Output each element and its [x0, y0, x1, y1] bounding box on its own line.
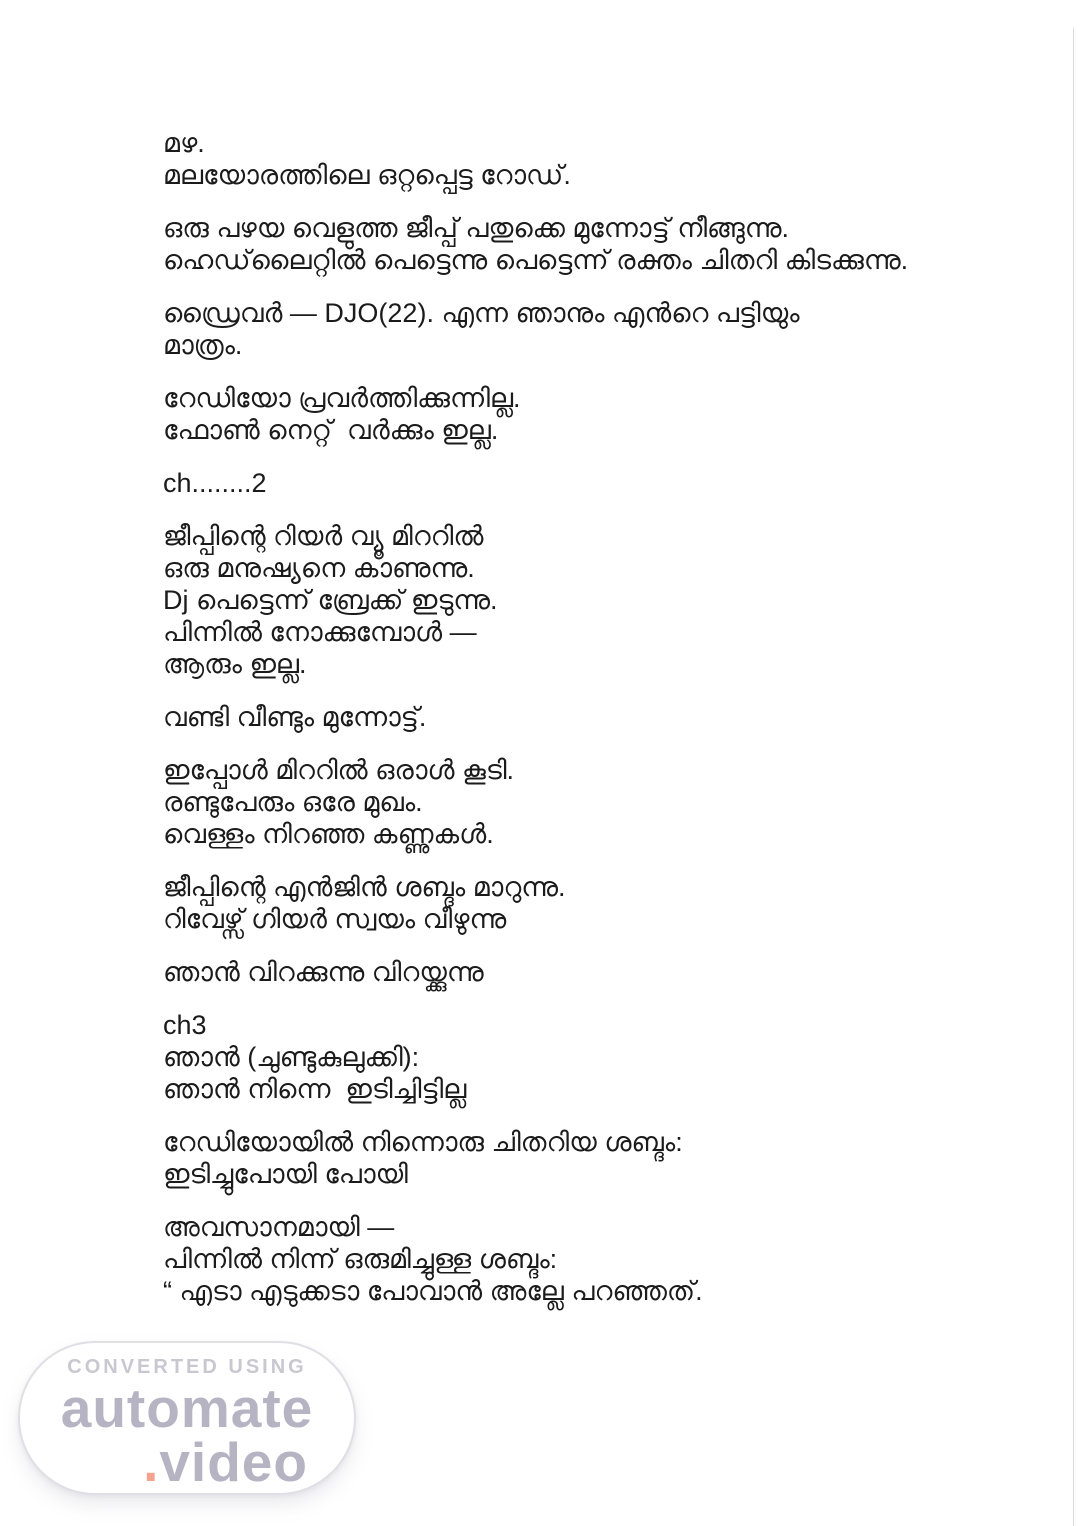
stanza — [163, 701, 1040, 733]
stanza — [163, 754, 1040, 850]
stanza — [163, 871, 1040, 935]
text-line: വണ്ടി വീണ്ടും മുന്നോട്ട്. — [163, 702, 427, 732]
stanza — [163, 1009, 1040, 1105]
watermark-brand-domain — [20, 1431, 354, 1493]
stanza — [163, 382, 1040, 446]
text-line: മാത്രം. — [163, 330, 243, 360]
watermark-tagline: CONVERTED USING — [67, 1356, 307, 1378]
watermark-dot: . — [143, 1431, 160, 1493]
text-line: ഇടിച്ചുപോയി പോയി — [163, 1159, 408, 1189]
text-line: പിന്നിൽ നോക്കുമ്പോൾ — — [163, 617, 477, 647]
text-line: മലയോരത്തിലെ ഒറ്റപ്പെട്ട റോഡ്. — [163, 160, 571, 190]
stanza — [163, 297, 1040, 361]
stanza — [163, 1211, 1040, 1307]
text-line: ഒരു മനുഷ്യനെ കാണുന്നു. — [163, 553, 475, 583]
text-line: ഞാൻ നിന്നെ ഇടിച്ചിട്ടില്ല — [163, 1074, 467, 1104]
text-line: ch3 — [163, 1010, 207, 1040]
watermark-tld-text: video — [159, 1431, 308, 1493]
document-text — [163, 127, 1040, 1328]
text-line: പിന്നിൽ നിന്ന് ഒരുമിച്ചുള്ള ശബ്ദം: — [163, 1244, 558, 1274]
text-line: റേഡിയോയിൽ നിന്നൊരു ചിതറിയ ശബ്ദം: — [163, 1127, 683, 1157]
text-line: ഒരു പഴയ വെളുത്ത ജീപ്പ് പതുക്കെ മുന്നോട്ട് നീങ്ങുന്നു. — [163, 213, 789, 243]
text-line: റിവേഴ്സ് ഗിയർ സ്വയം വീഴുന്നു — [163, 904, 507, 934]
text-line: ഇപ്പോൾ മിററിൽ ഒരാൾ കൂടി. — [163, 755, 515, 785]
text-line: റേഡിയോ പ്രവർത്തിക്കുന്നില്ല. — [163, 383, 521, 413]
text-line: ആരും ഇല്ല. — [163, 649, 307, 679]
text-line: ഡ്രൈവർ — DJO(22). എന്ന ഞാനും എൻറെ പട്ടിയും — [163, 298, 800, 328]
stanza — [163, 956, 1040, 988]
text-line: വെള്ളം നിറഞ്ഞ കണ്ണുകൾ. — [163, 819, 494, 849]
text-line: ഞാൻ വിറക്കുന്നു വിറയ്ക്കുന്നു — [163, 957, 484, 987]
stanza — [163, 1126, 1040, 1190]
stanza — [163, 467, 1040, 499]
text-line: “ എടാ എടുക്കടാ പോവാൻ അല്ലേ പറഞ്ഞത്. — [163, 1276, 703, 1306]
text-line: ജീപ്പിന്റെ എൻജിൻ ശബ്ദം മാറുന്നു. — [163, 872, 566, 902]
text-line: മഴ. — [163, 128, 205, 158]
stanza — [163, 127, 1040, 191]
watermark-badge — [18, 1341, 356, 1495]
stanza — [163, 520, 1040, 680]
watermark-brand-name: automate — [60, 1377, 314, 1439]
text-line: രണ്ടുപേരും ഒരേ മുഖം. — [163, 787, 423, 817]
text-line: ഹെഡ്‌ലൈറ്റിൽ പെട്ടെന്നു പെട്ടെന്ന് രക്തം ചിതറി കിടക്കുന്നു. — [163, 245, 909, 275]
text-line: ch........2 — [163, 468, 267, 498]
text-line: Dj പെട്ടെന്ന് ബ്രേക്ക് ഇടുന്നു. — [163, 585, 498, 615]
stanza — [163, 212, 1040, 276]
text-line: ജീപ്പിന്റെ റിയർ വ്യൂ മിററിൽ — [163, 521, 484, 551]
text-line: ഫോൺ നെറ്റ് വർക്കും ഇല്ല. — [163, 415, 499, 445]
text-line: ഞാൻ (ചുണ്ടുകുലുക്കി): — [163, 1042, 420, 1072]
page-edge-line — [1073, 28, 1074, 1526]
text-line: അവസാനമായി — — [163, 1212, 395, 1242]
